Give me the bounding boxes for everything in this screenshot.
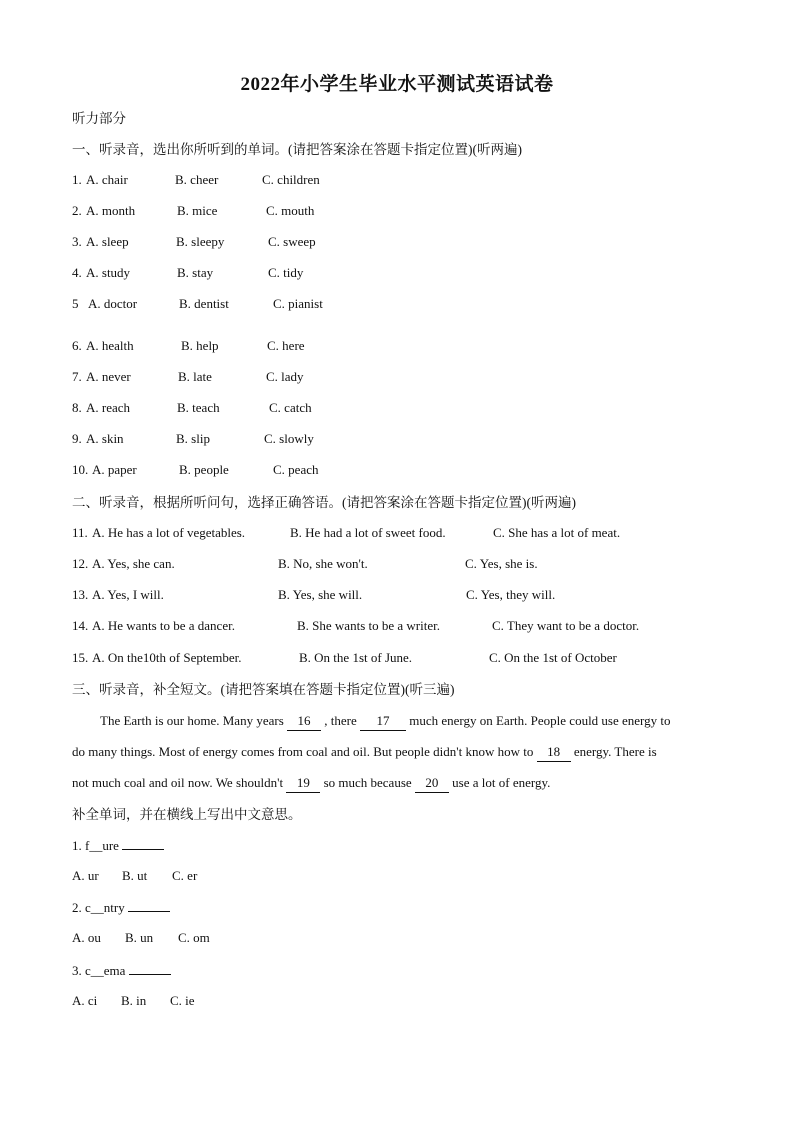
option-b: B. cheer [175,172,219,187]
option-c: C. peach [273,462,319,477]
option-c: C. here [267,338,305,353]
question-number: 11. [72,525,88,540]
option-a: A. reach [86,400,131,415]
option-b: B. sleepy [176,234,225,249]
passage-text: do many things. Most of energy comes from coal and oil. But people didn't know how to [72,744,534,759]
option-a: A. skin [86,431,124,446]
question-number: 4. [72,265,82,280]
option-b: B. late [178,369,212,384]
section-3-heading: 三、听录音，补全短文。(请把答案填在答题卡指定位置)(听三遍) [72,682,455,697]
question-number: 9. [72,431,82,446]
blank-20: 20 [415,774,449,793]
question-row [72,234,752,252]
option-c: C. slowly [264,431,314,446]
question-row [72,556,752,574]
word-item [72,837,164,855]
passage-text: use a lot of energy. [452,775,551,790]
question-row [72,296,752,314]
option-c: C. Yes, she is. [465,556,538,571]
word-item [72,962,171,980]
option-b: B. She wants to be a writer. [297,618,440,633]
question-number: 1. [72,172,82,187]
option-a: A. On the10th of September. [92,650,242,665]
option-c: C. pianist [273,296,323,311]
option-b: B. people [179,462,229,477]
word-options [72,993,752,1011]
option-b: B. slip [176,431,210,446]
passage-line-1 [100,712,750,731]
option-b: B. in [121,993,147,1008]
question-row [72,650,752,668]
question-number: 3. [72,234,82,249]
option-b: B. He had a lot of sweet food. [290,525,446,540]
question-number: 10. [72,462,89,477]
passage-text: The Earth is our home. Many years [100,713,284,728]
question-number: 6. [72,338,82,353]
option-a: A. month [86,203,136,218]
option-a: A. He has a lot of vegetables. [92,525,246,540]
option-c: C. om [178,930,210,945]
option-b: B. mice [177,203,218,218]
option-c: C. Yes, they will. [466,587,556,602]
word-options [72,930,752,948]
passage-line-2 [72,743,722,762]
option-c: C. er [172,868,198,883]
section-2-heading: 二、听录音，根据所听问句，选择正确答语。(请把答案涂在答题卡指定位置)(听两遍) [72,495,576,510]
option-a: A. ou [72,930,101,945]
answer-blank [122,849,164,850]
option-a: A. ci [72,993,98,1008]
option-c: C. catch [269,400,312,415]
word-prompt: 3. c__ema [72,963,126,978]
option-a: A. chair [86,172,128,187]
question-row [72,400,752,418]
option-a: A. sleep [86,234,129,249]
question-number: 15. [72,650,89,665]
question-number: 12. [72,556,89,571]
option-a: A. study [86,265,131,280]
option-c: C. children [262,172,320,187]
option-a: A. doctor [88,296,138,311]
question-row [72,265,752,283]
option-b: B. Yes, she will. [278,587,363,602]
question-row [72,431,752,449]
option-b: B. No, she won't. [278,556,368,571]
option-c: C. mouth [266,203,315,218]
question-row [72,203,752,221]
question-row [72,369,752,387]
question-number: 2. [72,203,82,218]
option-a: A. He wants to be a dancer. [92,618,235,633]
option-a: A. health [86,338,134,353]
option-b: B. dentist [179,296,229,311]
section-4-heading: 补全单词，并在横线上写出中文意思。 [72,807,302,822]
blank-17: 17 [360,712,406,731]
option-a: A. Yes, she can. [92,556,175,571]
option-c: C. sweep [268,234,316,249]
question-number: 13. [72,587,89,602]
option-b: B. On the 1st of June. [299,650,413,665]
option-b: B. un [125,930,154,945]
question-number: 14. [72,618,89,633]
answer-blank [128,911,170,912]
option-c: C. ie [170,993,195,1008]
listening-label: 听力部分 [72,111,126,126]
option-a: A. ur [72,868,99,883]
blank-18: 18 [537,743,571,762]
option-a: A. never [86,369,131,384]
word-item [72,899,170,917]
word-options [72,868,752,886]
passage-line-3 [72,774,722,793]
question-number: 8. [72,400,82,415]
option-b: B. help [181,338,219,353]
option-c: C. tidy [268,265,304,280]
option-c: C. On the 1st of October [489,650,617,665]
question-row [72,525,752,543]
option-b: B. stay [177,265,214,280]
word-prompt: 2. c__ntry [72,900,125,915]
page-title: 2022年小学生毕业水平测试英语试卷 [240,74,554,95]
passage-text: much energy on Earth. People could use energy to [409,713,671,728]
question-number: 5 [72,296,79,311]
option-a: A. Yes, I will. [92,587,164,602]
answer-blank [129,974,171,975]
option-b: B. teach [177,400,220,415]
option-b: B. ut [122,868,148,883]
passage-text: , there [324,713,357,728]
passage-text: energy. There is [573,744,657,759]
question-row [72,618,752,636]
blank-19: 19 [286,774,320,793]
section-1-heading: 一、听录音，选出你所听到的单词。(请把答案涂在答题卡指定位置)(听两遍) [72,142,522,157]
question-row [72,462,752,480]
question-row [72,172,752,190]
passage-text: not much coal and oil now. We shouldn't [72,775,284,790]
option-c: C. lady [266,369,304,384]
word-prompt: 1. f__ure [72,838,119,853]
question-number: 7. [72,369,82,384]
question-row [72,338,752,356]
option-c: C. She has a lot of meat. [493,525,621,540]
option-c: C. They want to be a doctor. [492,618,640,633]
option-a: A. paper [92,462,137,477]
passage-text: so much because [323,775,412,790]
question-row [72,587,752,605]
blank-16: 16 [287,712,321,731]
